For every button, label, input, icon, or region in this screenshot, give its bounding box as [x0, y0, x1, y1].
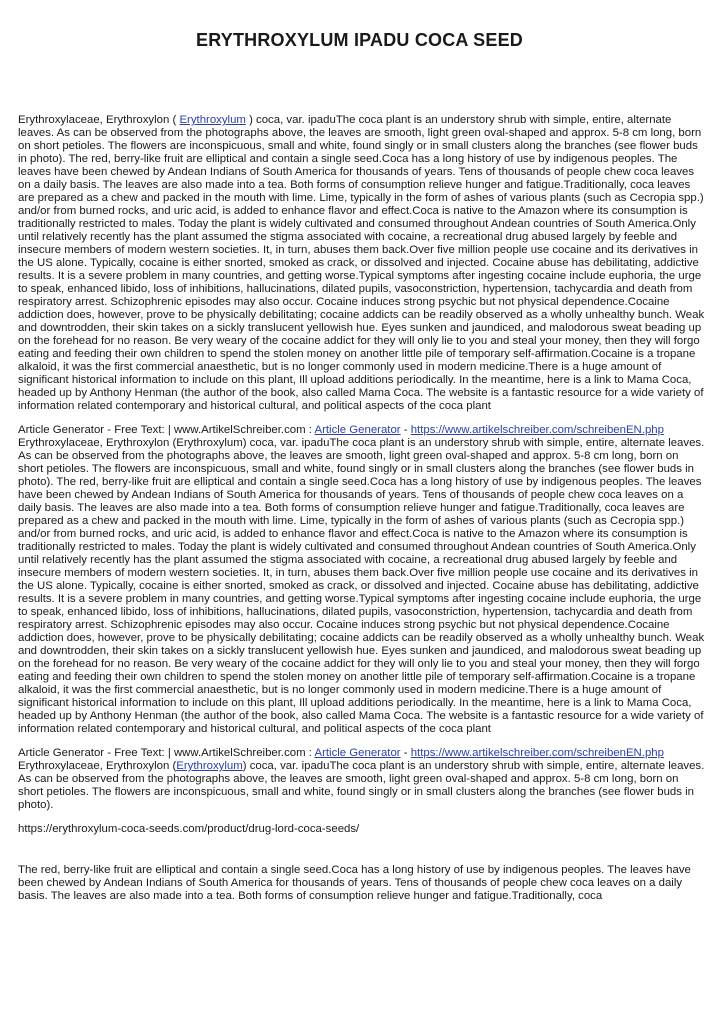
- artikelschreiber-url-link[interactable]: https://www.artikelschreiber.com/schreibenEN.php: [410, 747, 664, 759]
- paragraph-text: ) coca, var. ipaduThe coca plant is an understory shrub with simple, entire, alternate leaves. As can be observed from the photographs above, the leaves are smooth, light green oval-shaped and approx. 5-8 cm long, born on short petioles. The flowers are inconspicuous, small and white, found singly or in small clusters along the branches (see flower buds in photo).: [18, 760, 705, 811]
- artikelschreiber-url-link[interactable]: https://www.artikelschreiber.com/schreibenEN.php: [410, 424, 664, 436]
- article-generator-link[interactable]: Article Generator: [314, 424, 401, 436]
- source-credit-line: [18, 424, 706, 437]
- paragraph-text: ) coca, var. ipaduThe coca plant is an understory shrub with simple, entire, alternate leaves. As can be observed from the photographs above, the leaves are smooth, light green oval-shaped and approx. 5-8 cm long, born on short petioles. The flowers are inconspicuous, small and white, found singly or in small clusters along the branches (see flower buds in photo). The red, berry-like fruit are elliptical and contain a single seed.Coca has a long history of use by indigenous peoples. The leaves have been chewed by Andean Indians of South America for thousands of years. Tens of thousands of people chew coca leaves on a daily basis. The leaves are also made into a tea. Both forms of consumption relieve hunger and fatigue.Traditionally, coca leaves are prepared as a chew and packed in the mouth with lime. Lime, typically in the form of ashes of various plants (such as Cecropia spp.) and/or from burned rocks, and uric acid, is added to enhance flavor and effect.Coca is native to the Amazon where its consumption is traditionally restricted to males. Today the plant is widely cultivated and consumed throughout Andean countries of South America.Only until relatively recently has the plant assumed the stigma associated with cocaine, a recreational drug abused largely by feeble and insecure members of modern western societies. It, in turn, abuses them back.Over five million people use cocaine and its derivatives in the US alone. Typically, cocaine is either snorted, smoked as crack, or dissolved and injected. Cocaine abuse has debilitating, addictive results. It is a severe problem in many countries, and getting worse.Typical symptoms after ingesting cocaine include euphoria, the urge to speak, enhanced libido, loss of inhibitions, hallucinations, dilated pupils, vasoconstriction, hypertension, tachycardia and death from respiratory arrest. Schizophrenic episodes may also occur. Cocaine induces strong psychic but not physical dependence.Cocaine addiction does, however, prove to be physically debilitating; cocaine addicts can be readily observed as a wholly unhealthy bunch. Weak and downtrodden, their skin takes on a sickly translucent yellowish hue. Eyes sunken and jaundiced, and malodorous sweat beading up on the forehead for no reason. Be very weary of the cocaine addict for they will only lie to you and steal your money, then they will forgo eating and feeding their own children to spend the stolen money on another little pile of temporary self-affirmation.Cocaine is a tropane alkaloid, it was the first commercial anaesthetic, but is no longer commonly used in modern medicine.There is a huge amount of significant historical information to include on this plant, Ill upload additions periodically. In the meantime, here is a link to Mama Coca, headed up by Anthony Henman (the author of the book, also called Mama Coca. The website is a fantastic resource for a wide variety of information related contemporary and historical cultural, and political aspects of the coca plant: [18, 114, 705, 412]
- paragraph-description: Erythroxylaceae, Erythroxylon (Erythroxylum) coca, var. ipaduThe coca plant is an understory shrub with simple, entire, alternate leaves. As can be observed from the photographs above, the leaves are smooth, light green oval-shaped and approx. 5-8 cm long, born on short petioles. The flowers are inconspicuous, small and white, found singly or in small clusters along the branches (see flower buds in photo). The red, berry-like fruit are elliptical and contain a single seed.Coca has a long history of use by indigenous peoples. The leaves have been chewed by Andean Indians of South America for thousands of years. Tens of thousands of people chew coca leaves on a daily basis. The leaves are also made into a tea. Both forms of consumption relieve hunger and fatigue.Traditionally, coca leaves are prepared as a chew and packed in the mouth with lime. Lime, typically in the form of ashes of various plants (such as Cecropia spp.) and/or from burned rocks, and uric acid, is added to enhance flavor and effect.Coca is native to the Amazon where its consumption is traditionally restricted to males. Today the plant is widely cultivated and consumed throughout Andean countries of South America.Only until relatively recently has the plant assumed the stigma associated with cocaine, a recreational drug abused largely by feeble and insecure members of modern western societies. It, in turn, abuses them back.Over five million people use cocaine and its derivatives in the US alone. Typically, cocaine is either snorted, smoked as crack, or dissolved and injected. Cocaine abuse has debilitating, addictive results. It is a severe problem in many countries, and getting worse.Typical symptoms after ingesting cocaine include euphoria, the urge to speak, enhanced libido, loss of inhibitions, hallucinations, dilated pupils, vasoconstriction, hypertension, tachycardia and death from respiratory arrest. Schizophrenic episodes may also occur. Cocaine induces strong psychic but not physical dependence.Cocaine addiction does, however, prove to be physically debilitating; cocaine addicts can be readily observed as a wholly unhealthy bunch. Weak and downtrodden, their skin takes on a sickly translucent yellowish hue. Eyes sunken and jaundiced, and malodorous sweat beading up on the forehead for no reason. Be very weary of the cocaine addict for they will only lie to you and steal your money, then they will forgo eating and feeding their own children to spend the stolen money on another little pile of temporary self-affirmation.Cocaine is a tropane alkaloid, it was the first commercial anaesthetic, but is no longer commonly used in modern medicine.There is a huge amount of significant historical information to include on this plant, Ill upload additions periodically. In the meantime, here is a link to Mama Coca, headed up by Anthony Henman (the author of the book, also called Mama Coca. The website is a fantastic resource for a wide variety of information related contemporary and historical cultural, and political aspects of the coca plant: [18, 437, 705, 735]
- source-credit-line: [18, 747, 706, 760]
- source-credit-text: Article Generator - Free Text: | www.ArtikelSchreiber.com :: [18, 747, 315, 759]
- separator-text: -: [400, 424, 411, 436]
- paragraph-text: Erythroxylaceae, Erythroxylon (: [18, 114, 180, 126]
- paragraph-description: [18, 114, 706, 413]
- paragraph-description: [18, 760, 706, 812]
- separator-text: -: [400, 747, 411, 759]
- erythroxylum-link[interactable]: Erythroxylum: [179, 114, 246, 126]
- product-url-text: https://erythroxylum-coca-seeds.com/product/drug-lord-coca-seeds/: [18, 823, 360, 835]
- page-title: ERYTHROXYLUM IPADU COCA SEED: [196, 30, 523, 50]
- article-generator-link[interactable]: Article Generator: [314, 747, 401, 759]
- paragraph-fruit: The red, berry-like fruit are elliptical and contain a single seed.Coca has a long history of use by indigenous peoples. The leaves have been chewed by Andean Indians of South America for thousands of years. Tens of thousands of people chew coca leaves on a daily basis. The leaves are also made into a tea. Both forms of consumption relieve hunger and fatigue.Traditionally, coca: [18, 864, 691, 902]
- document-body: [18, 114, 706, 914]
- erythroxylum-link[interactable]: Erythroxylum: [176, 760, 243, 772]
- source-credit-text: Article Generator - Free Text: | www.ArtikelSchreiber.com :: [18, 424, 315, 436]
- paragraph-text: Erythroxylaceae, Erythroxylon (: [18, 760, 177, 772]
